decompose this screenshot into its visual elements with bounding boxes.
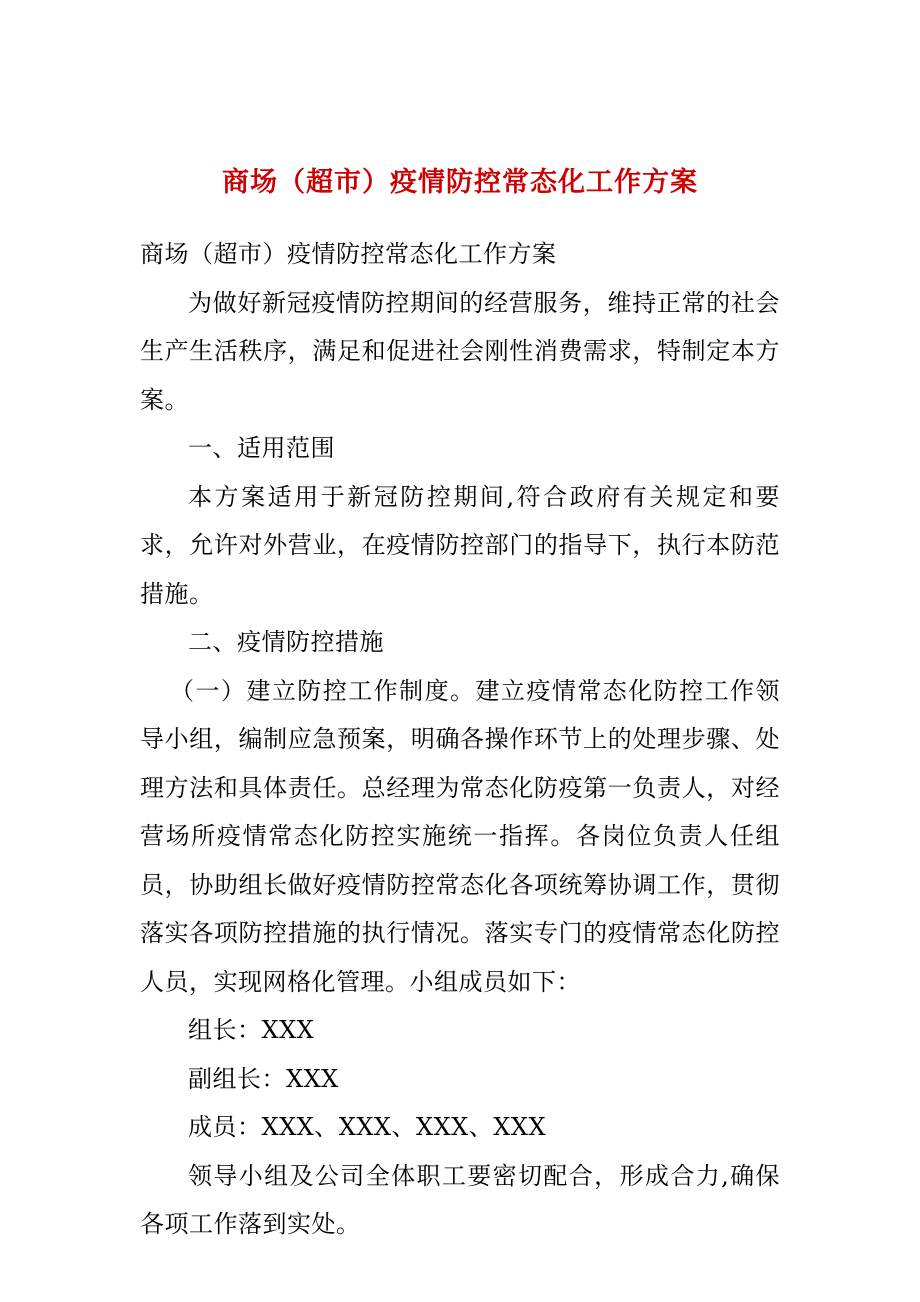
section-heading-measures: 二、疫情防控措施 [188, 628, 384, 656]
intro-paragraph: 为做好新冠疫情防控期间的经营服务，维持正常的社会生产生活秩序，满足和促进社会刚性消费需求，特制定本方案。 [140, 288, 780, 414]
member-deputy-leader: 副组长：XXX [188, 1064, 339, 1093]
document-title: 商场（超市）疫情防控常态化工作方案 [222, 167, 698, 198]
subtitle-paragraph: 商场（超市）疫情防控常态化工作方案 [140, 240, 557, 268]
member-list: 成员：XXX、XXX、XXX、XXX [188, 1113, 547, 1141]
document-body [140, 230, 780, 1249]
scope-paragraph: 本方案适用于新冠防控期间,符合政府有关规定和要求，允许对外营业，在疫情防控部门的指导下，执行本防范措施。 [140, 482, 780, 608]
section-heading-scope: 一、适用范围 [188, 434, 335, 462]
member-leader: 组长：XXX [188, 1016, 315, 1044]
closing-paragraph: 领导小组及公司全体职工要密切配合，形成合力,确保各项工作落到实处。 [140, 1161, 780, 1238]
measures-paragraph: （一）建立防控工作制度。建立疫情常态化防控工作领导小组，编制应急预案，明确各操作环节上的处理步骤、处理方法和具体责任。总经理为常态化防疫第一负责人，对经营场所疫情常态化防控实施统一指挥。各岗位负责人任组员，协助组长做好疫情防控常态化各项统筹协调工作，贯彻落实各项防控措施的执行情况。落实专门的疫情常态化防控人员，实现网格化管理。小组成员如下： [140, 676, 780, 996]
